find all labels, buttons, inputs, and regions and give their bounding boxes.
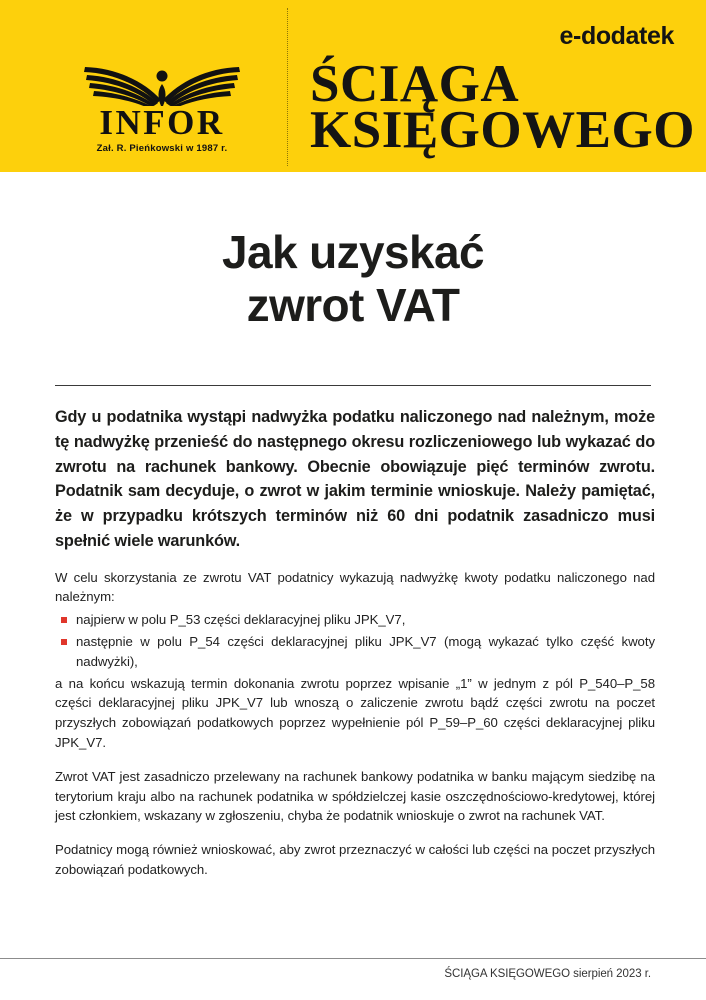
transfer-paragraph: Zwrot VAT jest zasadniczo przelewany na rachunek bankowy podatnika w banku mającym siedzibę na terytorium kraju albo na rachunek podatnika w spółdzielczej kasie oszczędnościowo-kredytowej, której jest członkiem, wskazany w zgłoszeniu, chyba że podatnik wnioskuje o zwrot na rachunek VAT. <box>55 768 655 824</box>
footer-note: ŚCIĄGA KSIĘGOWEGO sierpień 2023 r. <box>444 968 651 980</box>
intro-paragraph: W celu skorzystania ze zwrotu VAT podatnicy wykazują nadwyżkę kwoty podatku naliczonego nad należnym: <box>55 569 655 605</box>
future-liabilities-paragraph: Podatnicy mogą również wnioskować, aby zwrot przeznaczyć w całości lub części na poczet przyszłych zobowiązań podatkowych. <box>55 842 655 877</box>
infor-wings-book-icon <box>82 62 242 106</box>
lead-paragraph: Gdy u podatnika wystąpi nadwyżka podatku naliczonego nad należnym, może tę nadwyżkę przenieść do następnego okresu rozliczeniowego lub wykazać do zwrotu na rachunek bankowy. Obecnie obowiązuje pięć terminów zwrotu. Podatnik sam decyduje, o zwrot w jakim terminie wnioskuje. Należy pamiętać, że w przypadku krótszych terminów niż 60 dni podatnik zasadniczo musi spełnić wiele warunków. <box>55 408 655 550</box>
article-text-column <box>55 405 655 880</box>
page-title-line-1: Jak uzyskać <box>222 226 484 278</box>
masthead-title-block <box>310 0 706 172</box>
footer-divider <box>0 958 706 959</box>
page-title-line-2: zwrot VAT <box>246 279 460 332</box>
declaration-fields-list <box>55 610 655 671</box>
infor-logo <box>72 62 252 154</box>
masthead-banner <box>0 0 706 172</box>
brand-title-line-1: ŚCIĄGA <box>310 55 520 113</box>
infor-wordmark: INFOR <box>99 103 225 142</box>
list-item: następnie w polu P_54 części deklaracyjnej pliku JPK_V7 (mogą wykazać tylko część kwoty nadwyżki), <box>55 632 655 672</box>
infor-tagline: Zał. R. Pieńkowski w 1987 r. <box>96 143 228 154</box>
page-title <box>0 172 706 333</box>
edition-label: e-dodatek <box>559 22 674 50</box>
article-body <box>0 172 706 877</box>
masthead-vertical-divider <box>287 8 288 166</box>
list-item: najpierw w polu P_53 części deklaracyjnej pliku JPK_V7, <box>55 610 655 630</box>
brand-title-line-2: KSIĘGOWEGO <box>310 101 695 159</box>
headline-divider <box>55 385 651 386</box>
after-bullets-paragraph: a na końcu wskazują termin dokonania zwrotu poprzez wpisanie „1” w jednym z pól P_540–P_58 części deklaracyjnej pliku JPK_V7 lub wnoszą o zaliczenie zwrotu bądź części zwrotu na poczet przyszłych zobowiązań podatkowych poprzez wypełnienie pól P_59–P_60 części deklaracyjnej pliku JPK_V7. <box>55 675 655 750</box>
